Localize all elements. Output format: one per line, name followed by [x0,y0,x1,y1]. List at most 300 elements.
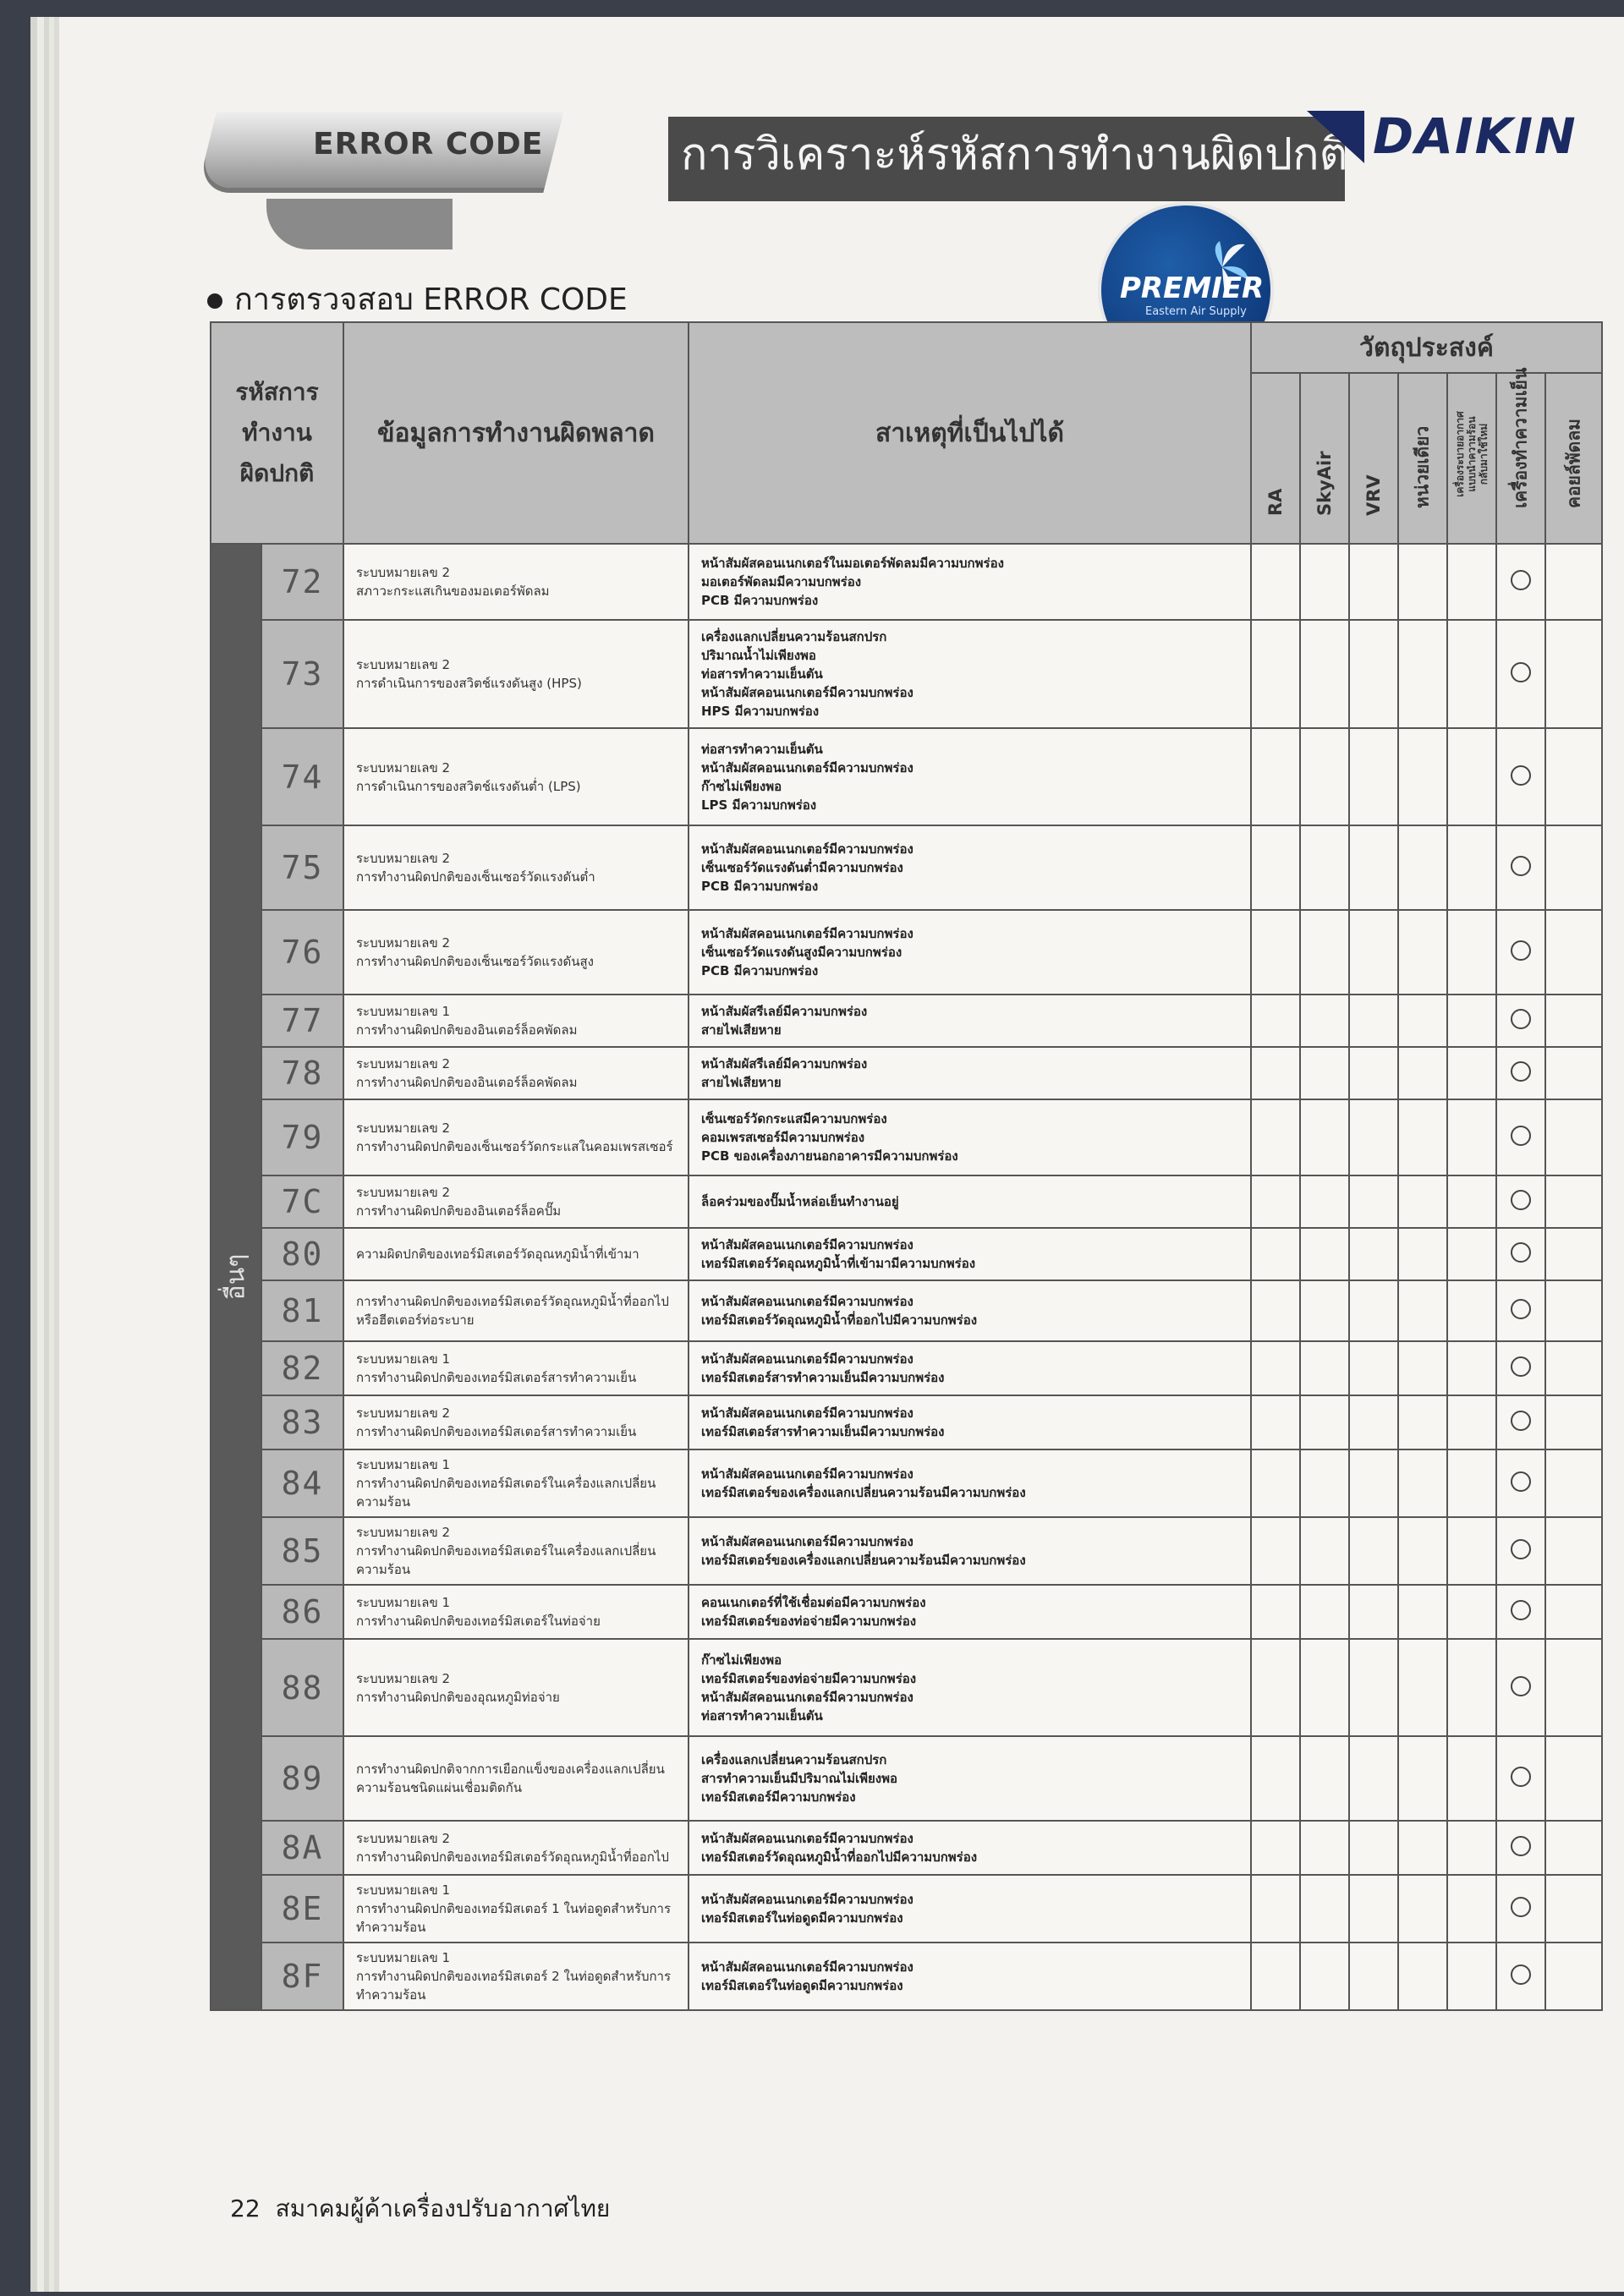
target-mark-cell [1398,544,1447,620]
error-info-line: ระบบหมายเลข 2 [356,1525,451,1540]
target-mark-cell [1447,1228,1496,1280]
target-mark-cell [1251,1395,1300,1449]
target-mark-cell [1398,1943,1447,2010]
possible-cause [689,1395,1251,1449]
target-mark-cell [1545,1099,1602,1175]
possible-cause [689,995,1251,1047]
table-row [211,1449,1602,1517]
error-info-line: ระบบหมายเลข 1 [356,1351,451,1367]
possible-cause-line: หน้าสัมผัสคอนเนกเตอร์มีความบกพร่อง [701,1892,914,1907]
target-mark-cell [1349,1943,1398,2010]
target-mark-cell [1349,1099,1398,1175]
target-mark-cell [1496,1821,1545,1875]
error-info-line: ความผิดปกติของเทอร์มิสเตอร์วัดอุณหภูมิน้ำที่เข้ามา [356,1247,639,1262]
error-info-line: การทำงานผิดปกติของเทอร์มิสเตอร์ในเครื่องแลกเปลี่ยนความร้อน [356,1476,656,1510]
error-info [343,1175,689,1228]
target-mark-cell [1496,1875,1545,1943]
target-mark-cell [1251,1341,1300,1395]
header-target-ra: RA [1251,373,1300,544]
possible-cause-line: เซ็นเซอร์วัดแรงดันต่ำมีความบกพร่อง [701,860,903,875]
error-info [343,910,689,995]
error-info [343,1517,689,1585]
target-mark-cell [1349,1395,1398,1449]
possible-cause [689,544,1251,620]
target-mark-cell [1349,1585,1398,1639]
possible-cause-line: ก๊าซไม่เพียงพอ [701,778,782,794]
target-mark-cell [1251,1585,1300,1639]
group-label: อื่นๆ [221,1253,251,1301]
possible-cause [689,728,1251,825]
error-info-line: ระบบหมายเลข 2 [356,1056,451,1071]
error-info-line: การทำงานผิดปกติของอินเตอร์ล็อคพัดลม [356,1075,578,1090]
possible-cause-line: สายไฟเสียหาย [701,1022,782,1038]
target-mark-cell [1251,620,1300,728]
target-mark-cell [1349,1228,1398,1280]
error-info-line: ระบบหมายเลข 2 [356,851,451,866]
error-info-line: การทำงานผิดปกติของเทอร์มิสเตอร์วัดอุณหภูมิน้ำที่ออกไป [356,1294,669,1309]
possible-cause-line: หน้าสัมผัสคอนเนกเตอร์มีความบกพร่อง [701,1534,914,1549]
error-info-line: สภาวะกระแสเกินของมอเตอร์พัดลม [356,584,550,599]
error-info-line: ระบบหมายเลข 2 [356,1406,451,1421]
target-mark-cell [1349,910,1398,995]
table-row [211,1943,1602,2010]
target-mark-cell [1300,1047,1349,1099]
error-code: 72 [261,544,343,620]
circle-mark-icon [1511,1676,1531,1696]
target-mark-cell [1447,1395,1496,1449]
circle-mark-icon [1511,1471,1531,1492]
target-mark-cell [1251,1875,1300,1943]
target-mark-cell [1349,1449,1398,1517]
error-info [343,1228,689,1280]
error-code: 8F [261,1943,343,2010]
error-info-line: ระบบหมายเลข 2 [356,1185,451,1200]
target-mark-cell [1447,1517,1496,1585]
possible-cause-line: หน้าสัมผัสรีเลย์มีความบกพร่อง [701,1056,868,1071]
target-mark-cell [1251,1047,1300,1099]
possible-cause-line: PCB มีความบกพร่อง [701,963,819,978]
target-mark-cell [1251,1228,1300,1280]
possible-cause [689,1099,1251,1175]
possible-cause-line: มอเตอร์พัดลมมีความบกพร่อง [701,574,862,589]
target-mark-cell [1447,1639,1496,1736]
target-mark-cell [1398,1395,1447,1449]
target-mark-cell [1398,1639,1447,1736]
table-row [211,1821,1602,1875]
table-row [211,620,1602,728]
error-code: 78 [261,1047,343,1099]
footer [230,2190,610,2228]
error-code: 8A [261,1821,343,1875]
target-mark-cell [1545,1341,1602,1395]
target-mark-cell [1398,1099,1447,1175]
header-purpose: วัตถุประสงค์ [1251,322,1602,373]
circle-mark-icon [1511,1242,1531,1263]
possible-cause-line: หน้าสัมผัสคอนเนกเตอร์มีความบกพร่อง [701,841,914,857]
header-target-chiller: เครื่องทำความเย็น [1496,373,1545,544]
target-mark-cell [1496,1099,1545,1175]
target-mark-cell [1300,544,1349,620]
target-mark-cell [1447,1585,1496,1639]
table-row [211,1395,1602,1449]
possible-cause-line: หน้าสัมผัสคอนเนกเตอร์มีความบกพร่อง [701,926,914,941]
target-mark-cell [1398,825,1447,910]
table-row [211,1875,1602,1943]
possible-cause-line: ท่อสารทำความเย็นตัน [701,666,823,682]
possible-cause-line: เทอร์มิสเตอร์มีความบกพร่อง [701,1789,856,1805]
circle-mark-icon [1511,940,1531,961]
target-mark-cell [1349,1875,1398,1943]
header-target-single: หน่วยเดียว [1398,373,1447,544]
target-mark-cell [1251,825,1300,910]
circle-mark-icon [1511,1356,1531,1377]
error-info-line: ระบบหมายเลข 2 [356,1121,451,1136]
table-row [211,728,1602,825]
error-info [343,728,689,825]
possible-cause-line: หน้าสัมผัสคอนเนกเตอร์มีความบกพร่อง [701,1351,914,1367]
target-mark-cell [1447,728,1496,825]
possible-cause-line: เซ็นเซอร์วัดกระแสมีความบกพร่อง [701,1111,887,1126]
possible-cause-line: ล็อคร่วมของปั๊มน้ำหล่อเย็นทำงานอยู่ [701,1194,899,1209]
target-mark-cell [1545,1821,1602,1875]
possible-cause-line: PCB ของเครื่องภายนอกอาคารมีความบกพร่อง [701,1148,958,1164]
circle-mark-icon [1511,1897,1531,1917]
target-mark-cell [1251,1175,1300,1228]
possible-cause-line: ท่อสารทำความเย็นตัน [701,741,823,757]
target-mark-cell [1300,1395,1349,1449]
possible-cause [689,1943,1251,2010]
target-mark-cell [1496,544,1545,620]
target-mark-cell [1251,1736,1300,1821]
error-info [343,1736,689,1821]
error-info-line: การทำงานผิดปกติของเซ็นเซอร์วัดกระแสในคอมเพรสเซอร์ [356,1139,673,1154]
header-info: ข้อมูลการทำงานผิดพลาด [343,322,689,544]
possible-cause [689,1175,1251,1228]
target-mark-cell [1300,1875,1349,1943]
error-code: 88 [261,1639,343,1736]
target-mark-cell [1496,995,1545,1047]
target-mark-cell [1496,825,1545,910]
target-mark-cell [1545,995,1602,1047]
possible-cause-line: คอนเนกเตอร์ที่ใช้เชื่อมต่อมีความบกพร่อง [701,1595,926,1610]
target-mark-cell [1447,910,1496,995]
possible-cause-line: PCB มีความบกพร่อง [701,879,819,894]
target-mark-cell [1398,620,1447,728]
target-mark-cell [1398,995,1447,1047]
target-mark-cell [1447,1280,1496,1341]
error-info-line: การทำงานผิดปกติของเทอร์มิสเตอร์ 1 ในท่อดูดสำหรับการทำความร้อน [356,1901,672,1935]
possible-cause-line: หน้าสัมผัสคอนเนกเตอร์มีความบกพร่อง [701,1294,914,1309]
possible-cause-line: เทอร์มิสเตอร์ในท่อดูดมีความบกพร่อง [701,1978,903,1993]
possible-cause-line: เทอร์มิสเตอร์ของท่อจ่ายมีความบกพร่อง [701,1670,917,1686]
target-mark-cell [1349,1280,1398,1341]
target-mark-cell [1349,620,1398,728]
possible-cause [689,1280,1251,1341]
target-mark-cell [1398,728,1447,825]
error-code: 81 [261,1280,343,1341]
target-mark-cell [1300,1099,1349,1175]
target-mark-cell [1496,1341,1545,1395]
possible-cause [689,1875,1251,1943]
target-mark-cell [1447,1821,1496,1875]
section-title-text: การตรวจสอบ ERROR CODE [234,282,628,317]
badge-name: PREMIER [1120,271,1265,305]
possible-cause [689,1228,1251,1280]
target-mark-cell [1545,620,1602,728]
target-mark-cell [1251,1821,1300,1875]
target-mark-cell [1300,1228,1349,1280]
table-row [211,1099,1602,1175]
error-code: 77 [261,995,343,1047]
target-mark-cell [1447,1341,1496,1395]
error-info [343,1821,689,1875]
error-code: 73 [261,620,343,728]
error-info [343,1047,689,1099]
error-info [343,1341,689,1395]
error-info-line: การทำงานผิดปกติของอุณหภูมิท่อจ่าย [356,1689,560,1705]
target-mark-cell [1545,825,1602,910]
error-info-line: ระบบหมายเลข 1 [356,1950,451,1965]
target-mark-cell [1251,1280,1300,1341]
target-mark-cell [1300,1449,1349,1517]
table-row [211,1341,1602,1395]
error-code: 86 [261,1585,343,1639]
target-mark-cell [1496,1943,1545,2010]
possible-cause-line: เทอร์มิสเตอร์ของเครื่องแลกเปลี่ยนความร้อนมีความบกพร่อง [701,1485,1026,1500]
target-mark-cell [1251,1099,1300,1175]
error-info [343,995,689,1047]
target-mark-cell [1545,1228,1602,1280]
circle-mark-icon [1511,765,1531,786]
error-info-line: การดำเนินการของสวิตช์แรงดันสูง (HPS) [356,676,582,691]
target-mark-cell [1496,620,1545,728]
target-mark-cell [1251,1517,1300,1585]
table-row [211,1047,1602,1099]
target-mark-cell [1545,728,1602,825]
target-mark-cell [1300,995,1349,1047]
possible-cause-line: สารทำความเย็นมีปริมาณไม่เพียงพอ [701,1771,898,1786]
possible-cause-line: เซ็นเซอร์วัดแรงดันสูงมีความบกพร่อง [701,945,903,960]
possible-cause [689,1736,1251,1821]
target-mark-cell [1300,910,1349,995]
table-row [211,1175,1602,1228]
circle-mark-icon [1511,1411,1531,1431]
target-mark-cell [1545,910,1602,995]
possible-cause-line: หน้าสัมผัสคอนเนกเตอร์มีความบกพร่อง [701,1831,914,1846]
target-mark-cell [1300,1280,1349,1341]
header-target-skyair: SkyAir [1300,373,1349,544]
target-mark-cell [1447,1047,1496,1099]
target-mark-cell [1447,1099,1496,1175]
error-info-line: ระบบหมายเลข 2 [356,1670,451,1686]
possible-cause-line: คอมเพรสเซอร์มีความบกพร่อง [701,1130,865,1145]
target-mark-cell [1447,1875,1496,1943]
possible-cause-line: เทอร์มิสเตอร์สารทำความเย็นมีความบกพร่อง [701,1424,945,1439]
circle-mark-icon [1511,1767,1531,1787]
header-target-hrv: เครื่องระบายอากาศแบบนำความร้อนกลับมาใช้ใหม่ [1447,373,1496,544]
table-row [211,910,1602,995]
banner-title: การวิเคราะห์รหัสการทำงานผิดปกติ [681,129,1348,180]
possible-cause-line: หน้าสัมผัสคอนเนกเตอร์มีความบกพร่อง [701,759,914,775]
error-code-table [210,321,1603,2011]
target-mark-cell [1496,1395,1545,1449]
group-label-cell [211,544,261,2010]
target-mark-cell [1545,1395,1602,1449]
error-code: 8E [261,1875,343,1943]
possible-cause-line: เทอร์มิสเตอร์วัดอุณหภูมิน้ำที่ออกไปมีความบกพร่อง [701,1849,978,1865]
target-mark-cell [1545,1943,1602,2010]
possible-cause-line: หน้าสัมผัสคอนเนกเตอร์มีความบกพร่อง [701,1237,914,1252]
possible-cause-line: หน้าสัมผัสคอนเนกเตอร์มีความบกพร่อง [701,1959,914,1975]
target-mark-cell [1447,1449,1496,1517]
target-mark-cell [1398,1517,1447,1585]
target-mark-cell [1447,620,1496,728]
target-mark-cell [1300,620,1349,728]
bullet-icon [207,293,222,309]
target-mark-cell [1496,1047,1545,1099]
circle-mark-icon [1511,856,1531,876]
target-mark-cell [1398,1175,1447,1228]
target-mark-cell [1496,1175,1545,1228]
error-code: 75 [261,825,343,910]
error-info [343,1395,689,1449]
target-mark-cell [1447,1943,1496,2010]
target-mark-cell [1398,1047,1447,1099]
circle-mark-icon [1511,1299,1531,1319]
target-mark-cell [1496,1736,1545,1821]
target-mark-cell [1349,1517,1398,1585]
target-mark-cell [1251,1943,1300,2010]
error-info-line: ระบบหมายเลข 1 [356,1457,451,1472]
target-mark-cell [1545,1639,1602,1736]
possible-cause-line: เครื่องแลกเปลี่ยนความร้อนสกปรก [701,629,887,644]
target-mark-cell [1349,1736,1398,1821]
banner-tab-label: ERROR CODE [313,127,544,162]
error-code: 7C [261,1175,343,1228]
target-mark-cell [1398,1228,1447,1280]
target-mark-cell [1447,825,1496,910]
error-info-line: การทำงานผิดปกติของเทอร์มิสเตอร์สารทำความเย็น [356,1370,637,1385]
circle-mark-icon [1511,1539,1531,1559]
target-mark-cell [1398,910,1447,995]
target-mark-cell [1300,1175,1349,1228]
target-mark-cell [1300,1585,1349,1639]
error-code: 82 [261,1341,343,1395]
error-info-line: ความร้อนชนิดแผ่นเชื่อมติดกัน [356,1780,522,1795]
table-row [211,1736,1602,1821]
target-mark-cell [1251,995,1300,1047]
possible-cause-line: เทอร์มิสเตอร์ของเครื่องแลกเปลี่ยนความร้อนมีความบกพร่อง [701,1553,1026,1568]
daikin-logo-icon [1307,111,1364,163]
table-row [211,1517,1602,1585]
possible-cause-line: ก๊าซไม่เพียงพอ [701,1652,782,1668]
footer-text: สมาคมผู้ค้าเครื่องปรับอากาศไทย [275,2195,611,2222]
header-target-vrv: VRV [1349,373,1398,544]
error-info [343,1875,689,1943]
target-mark-cell [1545,1585,1602,1639]
error-info [343,1943,689,2010]
target-mark-cell [1496,728,1545,825]
target-mark-cell [1398,1585,1447,1639]
possible-cause [689,1517,1251,1585]
error-info-line: ระบบหมายเลข 1 [356,1595,451,1610]
table-row [211,1280,1602,1341]
possible-cause-line: สายไฟเสียหาย [701,1075,782,1090]
header-cause: สาเหตุที่เป็นไปได้ [689,322,1251,544]
error-info-line: หรือฮีตเตอร์ท่อระบาย [356,1312,475,1328]
error-info-line: การทำงานผิดปกติของอินเตอร์ล็อคพัดลม [356,1022,578,1038]
circle-mark-icon [1511,1061,1531,1082]
circle-mark-icon [1511,1190,1531,1210]
circle-mark-icon [1511,1964,1531,1985]
possible-cause-line: เทอร์มิสเตอร์สารทำความเย็นมีความบกพร่อง [701,1370,945,1385]
target-mark-cell [1545,1517,1602,1585]
badge-sub: Eastern Air Supply [1145,305,1247,318]
target-mark-cell [1545,1047,1602,1099]
possible-cause [689,1585,1251,1639]
target-mark-cell [1349,995,1398,1047]
target-mark-cell [1496,1228,1545,1280]
error-code: 79 [261,1099,343,1175]
possible-cause [689,1821,1251,1875]
error-info-line: การทำงานผิดปกติของเทอร์มิสเตอร์วัดอุณหภูมิน้ำที่ออกไป [356,1849,669,1865]
target-mark-cell [1300,1943,1349,2010]
target-mark-cell [1349,1639,1398,1736]
possible-cause-line: หน้าสัมผัสคอนเนกเตอร์มีความบกพร่อง [701,1466,914,1482]
error-info-line: ระบบหมายเลข 1 [356,1882,451,1898]
possible-cause-line: เทอร์มิสเตอร์ในท่อดูดมีความบกพร่อง [701,1910,903,1926]
error-info-line: การทำงานผิดปกติของเทอร์มิสเตอร์สารทำความเย็น [356,1424,637,1439]
error-info [343,1639,689,1736]
target-mark-cell [1496,1280,1545,1341]
target-mark-cell [1545,1736,1602,1821]
error-info-line: ระบบหมายเลข 1 [356,1004,451,1019]
error-info [343,1280,689,1341]
page-number: 22 [230,2195,261,2222]
target-mark-cell [1349,544,1398,620]
possible-cause [689,1047,1251,1099]
error-code: 85 [261,1517,343,1585]
error-code: 84 [261,1449,343,1517]
target-mark-cell [1398,1875,1447,1943]
possible-cause-line: เทอร์มิสเตอร์ของท่อจ่ายมีความบกพร่อง [701,1614,917,1629]
possible-cause-line: หน้าสัมผัสคอนเนกเตอร์มีความบกพร่อง [701,685,914,700]
error-info [343,544,689,620]
possible-cause-line: PCB มีความบกพร่อง [701,593,819,608]
table-row [211,1228,1602,1280]
possible-cause-line: เทอร์มิสเตอร์วัดอุณหภูมิน้ำที่เข้ามามีความบกพร่อง [701,1256,976,1271]
circle-mark-icon [1511,662,1531,682]
target-mark-cell [1447,995,1496,1047]
possible-cause [689,1449,1251,1517]
target-mark-cell [1398,1449,1447,1517]
target-mark-cell [1496,910,1545,995]
circle-mark-icon [1511,1600,1531,1620]
table-row [211,1639,1602,1736]
target-mark-cell [1349,1341,1398,1395]
error-info [343,620,689,728]
error-info-line: ระบบหมายเลข 2 [356,657,451,672]
error-info-line: การทำงานผิดปกติของเซ็นเซอร์วัดแรงดันต่ำ [356,869,595,885]
error-info [343,1449,689,1517]
possible-cause-line: หน้าสัมผัสคอนเนกเตอร์มีความบกพร่อง [701,1406,914,1421]
table-row [211,995,1602,1047]
error-info-line: การทำงานผิดปกติของเทอร์มิสเตอร์ 2 ในท่อดูดสำหรับการทำความร้อน [356,1969,672,2003]
target-mark-cell [1251,910,1300,995]
target-mark-cell [1545,1449,1602,1517]
target-mark-cell [1398,1341,1447,1395]
error-info-line: การทำงานผิดปกติของเทอร์มิสเตอร์ในเครื่องแลกเปลี่ยนความร้อน [356,1543,656,1577]
